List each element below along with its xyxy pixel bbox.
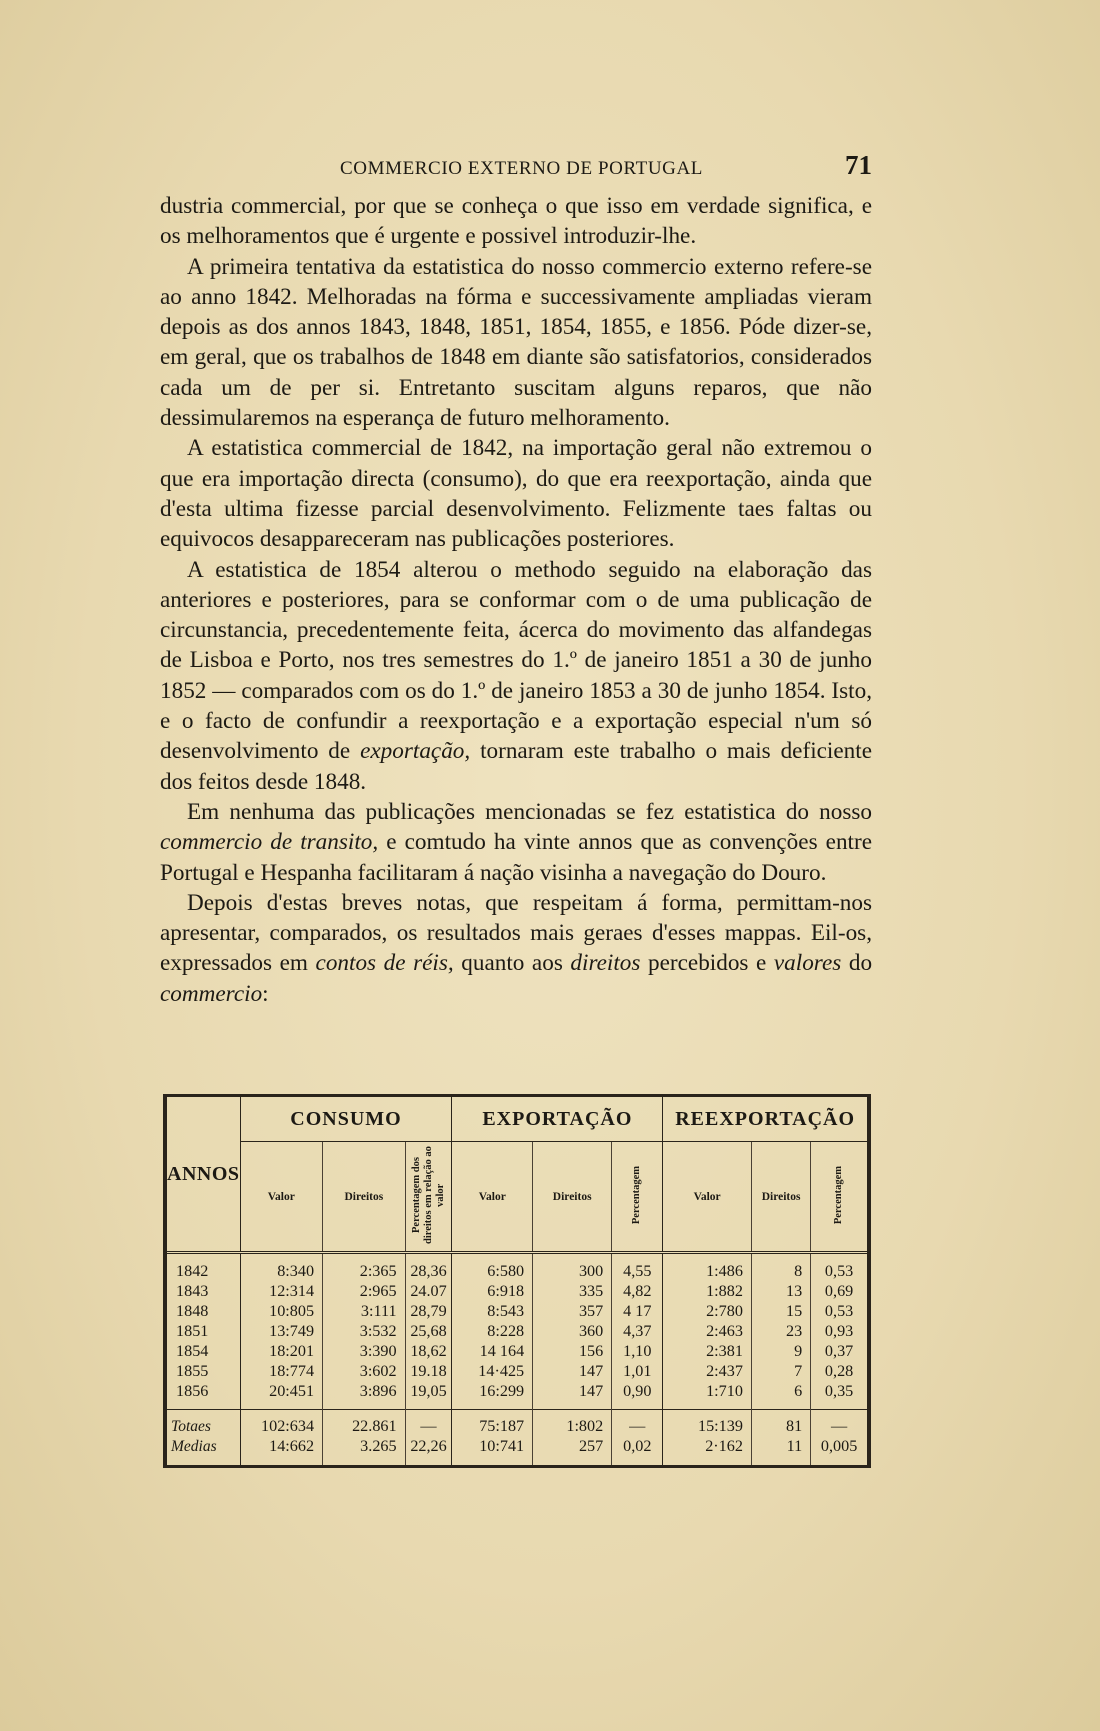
table-cell: 20:451 <box>240 1381 323 1401</box>
table-row <box>167 1410 867 1437</box>
spacer-row <box>167 1457 867 1465</box>
year-cell: 1851 <box>176 1321 209 1340</box>
table-row <box>167 1381 867 1401</box>
table-cell: 4 17 <box>612 1302 663 1322</box>
table-cell: 12:314 <box>240 1282 323 1302</box>
table-cell: 13 <box>751 1282 810 1302</box>
table-cell: 2:365 <box>323 1262 406 1282</box>
table-row <box>167 1361 867 1381</box>
trade-table-grid <box>167 1097 867 1465</box>
table-cell: 147 <box>533 1361 612 1381</box>
table-cell: 102:634 <box>240 1410 323 1437</box>
table-cell: 28,36 <box>405 1262 452 1282</box>
year-cell: 1842 <box>176 1262 209 1281</box>
table-cell: 8 <box>751 1262 810 1282</box>
table-cell: 11 <box>751 1437 810 1457</box>
table-cell: 3:111 <box>323 1302 406 1322</box>
table-cell: 22.861 <box>323 1410 406 1437</box>
table-row <box>167 1342 867 1362</box>
table-cell: 1:882 <box>663 1282 752 1302</box>
table-cell: 16:299 <box>452 1381 533 1401</box>
table-cell: — <box>405 1410 452 1437</box>
table-cell: 22,26 <box>405 1437 452 1457</box>
table-cell: 0,28 <box>811 1361 867 1381</box>
percentagem-header: Percentagem <box>811 1142 867 1253</box>
table-body <box>167 1253 867 1466</box>
row-label: Medias <box>171 1438 217 1456</box>
table-cell: 0,69 <box>811 1282 867 1302</box>
table-cell: 15 <box>751 1302 810 1322</box>
table-cell: 0,93 <box>811 1322 867 1342</box>
table-cell: 0,53 <box>811 1302 867 1322</box>
table-cell: 360 <box>533 1322 612 1342</box>
table-cell: 18:201 <box>240 1342 323 1362</box>
table-cell: 6:580 <box>452 1262 533 1282</box>
table-cell: 2·162 <box>663 1437 752 1457</box>
table-cell: 300 <box>533 1262 612 1282</box>
table-cell: 7 <box>751 1361 810 1381</box>
table-row <box>167 1322 867 1342</box>
table-cell: 3:896 <box>323 1381 406 1401</box>
table-cell: 0,37 <box>811 1342 867 1362</box>
spacer-row <box>167 1253 867 1263</box>
reexportacao-header: REEXPORTAÇÃO <box>663 1097 867 1142</box>
table-cell: 147 <box>533 1381 612 1401</box>
table-cell: 335 <box>533 1282 612 1302</box>
table-cell: 15:139 <box>663 1410 752 1437</box>
table-cell: 8:543 <box>452 1302 533 1322</box>
valor-header: Valor <box>452 1142 533 1253</box>
valor-header: Valor <box>663 1142 752 1253</box>
paragraph: A estatistica commercial de 1842, na importação geral não extremou o que era importação directa (consumo), do que era reexportação, ainda que d'esta ultima fizesse parcial desenvolvimento. Felizmente taes faltas ou equivocos desappareceram nas publicações posteriores. <box>160 435 872 553</box>
table-row <box>167 1437 867 1457</box>
year-cell: 1856 <box>176 1381 209 1400</box>
table-cell: 1,01 <box>612 1361 663 1381</box>
direitos-header: Direitos <box>323 1142 406 1253</box>
table-cell: 2:780 <box>663 1302 752 1322</box>
table-cell: 0,35 <box>811 1381 867 1401</box>
year-cell: 1843 <box>176 1282 209 1301</box>
table-cell: 4,55 <box>612 1262 663 1282</box>
table-cell: 357 <box>533 1302 612 1322</box>
table-cell: 0,90 <box>612 1381 663 1401</box>
table-cell: — <box>612 1410 663 1437</box>
table-cell: 6:918 <box>452 1282 533 1302</box>
percentagem-header: Percentagem dos direitos em relação ao valor <box>405 1142 452 1253</box>
table-cell: 257 <box>533 1437 612 1457</box>
table-cell: 3:532 <box>323 1322 406 1342</box>
paragraph: Em nenhuma das publicações mencionadas se fez estatistica do nosso commercio de transito, e comtudo ha vinte annos que as convenções entre Portugal e Hespanha facilitaram á nação visinha a navegação do Douro. <box>160 798 873 886</box>
percentagem-header: Percentagem <box>612 1142 663 1253</box>
year-cell: 1854 <box>176 1341 209 1360</box>
table-cell: 3:390 <box>323 1342 406 1362</box>
table-cell: 9 <box>751 1342 810 1362</box>
table-cell: 24.07 <box>405 1282 452 1302</box>
paragraph: A estatistica de 1854 alterou o methodo seguido na elaboração das anteriores e posteriores, para se conformar com o de uma publicação de circunstancia, precedentemente feita, ácerca do movimento das alfandegas de Lisboa e Porto, nos tres semestres do 1.º de janeiro 1851 a 30 de junho 1852 — comparados com os do 1.º de janeiro 1853 a 30 de junho 1854. Isto, e o facto de confundir a reexportação e a exportação especial n'um só desenvolvimento de exportação, tornaram este trabalho o mais deficiente dos feitos desde 1848. <box>160 556 872 795</box>
trade-table <box>163 1094 871 1468</box>
table-cell: 156 <box>533 1342 612 1362</box>
table-cell: 81 <box>751 1410 810 1437</box>
table-cell: 14·425 <box>452 1361 533 1381</box>
table-cell: 14 164 <box>452 1342 533 1362</box>
table-cell: — <box>811 1410 867 1437</box>
consumo-header: CONSUMO <box>240 1097 452 1142</box>
table-cell: 75:187 <box>452 1410 533 1437</box>
spacer-row <box>167 1401 867 1410</box>
table-cell: 1:710 <box>663 1381 752 1401</box>
table-cell: 1:486 <box>663 1262 752 1282</box>
row-label: Totaes <box>167 1410 240 1437</box>
exportacao-header: EXPORTAÇÃO <box>452 1097 663 1142</box>
annos-header: ANNOS <box>167 1097 240 1253</box>
paragraph: dustria commercial, por que se conheça o que isso em verdade significa, e os melhoramentos que é urgente e possivel introduzir-lhe. <box>160 193 872 250</box>
year-cell: 1855 <box>176 1361 209 1380</box>
table-cell: 25,68 <box>405 1322 452 1342</box>
table-cell: 10:805 <box>240 1302 323 1322</box>
table-cell: 23 <box>751 1322 810 1342</box>
table-cell: 1,10 <box>612 1342 663 1362</box>
table-cell: 0,53 <box>811 1262 867 1282</box>
page-header <box>160 150 872 184</box>
table-cell: 3.265 <box>323 1437 406 1457</box>
table-cell: 8:228 <box>452 1322 533 1342</box>
table-cell: 19.18 <box>405 1361 452 1381</box>
table-cell: 10:741 <box>452 1437 533 1457</box>
table-cell: 2:965 <box>323 1282 406 1302</box>
table-cell: 3:602 <box>323 1361 406 1381</box>
table-row <box>167 1302 867 1322</box>
valor-header: Valor <box>240 1142 323 1253</box>
page-number: 71 <box>845 150 872 180</box>
table-cell: 4,82 <box>612 1282 663 1302</box>
table-cell: 14:662 <box>240 1437 323 1457</box>
table-row <box>167 1282 867 1302</box>
table-cell: 8:340 <box>240 1262 323 1282</box>
paragraph: A primeira tentativa da estatistica do nosso commercio externo refere-se ao anno 1842. Melhoradas na fórma e successivamente ampliadas vieram depois as dos annos 1843, 1848, 1851, 1854, 1855, e 1856. Póde dizer-se, em geral, que os trabalhos de 1848 em diante são satisfatorios, considerados cada um de per si. Entretanto suscitam alguns reparos, que não dessimularemos na esperança de futuro melhoramento. <box>160 253 872 432</box>
table-cell: 2:437 <box>663 1361 752 1381</box>
direitos-header: Direitos <box>533 1142 612 1253</box>
table-cell: 2:381 <box>663 1342 752 1362</box>
table-cell: 2:463 <box>663 1322 752 1342</box>
table-cell: 6 <box>751 1381 810 1401</box>
table-cell: 1:802 <box>533 1410 612 1437</box>
year-cell: 1848 <box>176 1302 209 1321</box>
direitos-header: Direitos <box>751 1142 810 1253</box>
running-head: COMMERCIO EXTERNO DE PORTUGAL <box>340 158 704 179</box>
table-cell: 13:749 <box>240 1322 323 1342</box>
table-cell: 4,37 <box>612 1322 663 1342</box>
table-cell: 19,05 <box>405 1381 452 1401</box>
body-text <box>160 191 872 1009</box>
table-cell: 28,79 <box>405 1302 452 1322</box>
table-cell: 0,02 <box>612 1437 663 1457</box>
table-cell: 0,005 <box>811 1437 867 1457</box>
table-cell: 18,62 <box>405 1342 452 1362</box>
table-row <box>167 1262 867 1282</box>
paragraph: Depois d'estas breves notas, que respeitam á forma, permittam-nos apresentar, comparados, os resultados mais geraes d'esses mappas. Eil-os, expressados em contos de réis, quanto aos direitos percebidos e valores do commercio: <box>160 889 873 1007</box>
table-cell: 18:774 <box>240 1361 323 1381</box>
